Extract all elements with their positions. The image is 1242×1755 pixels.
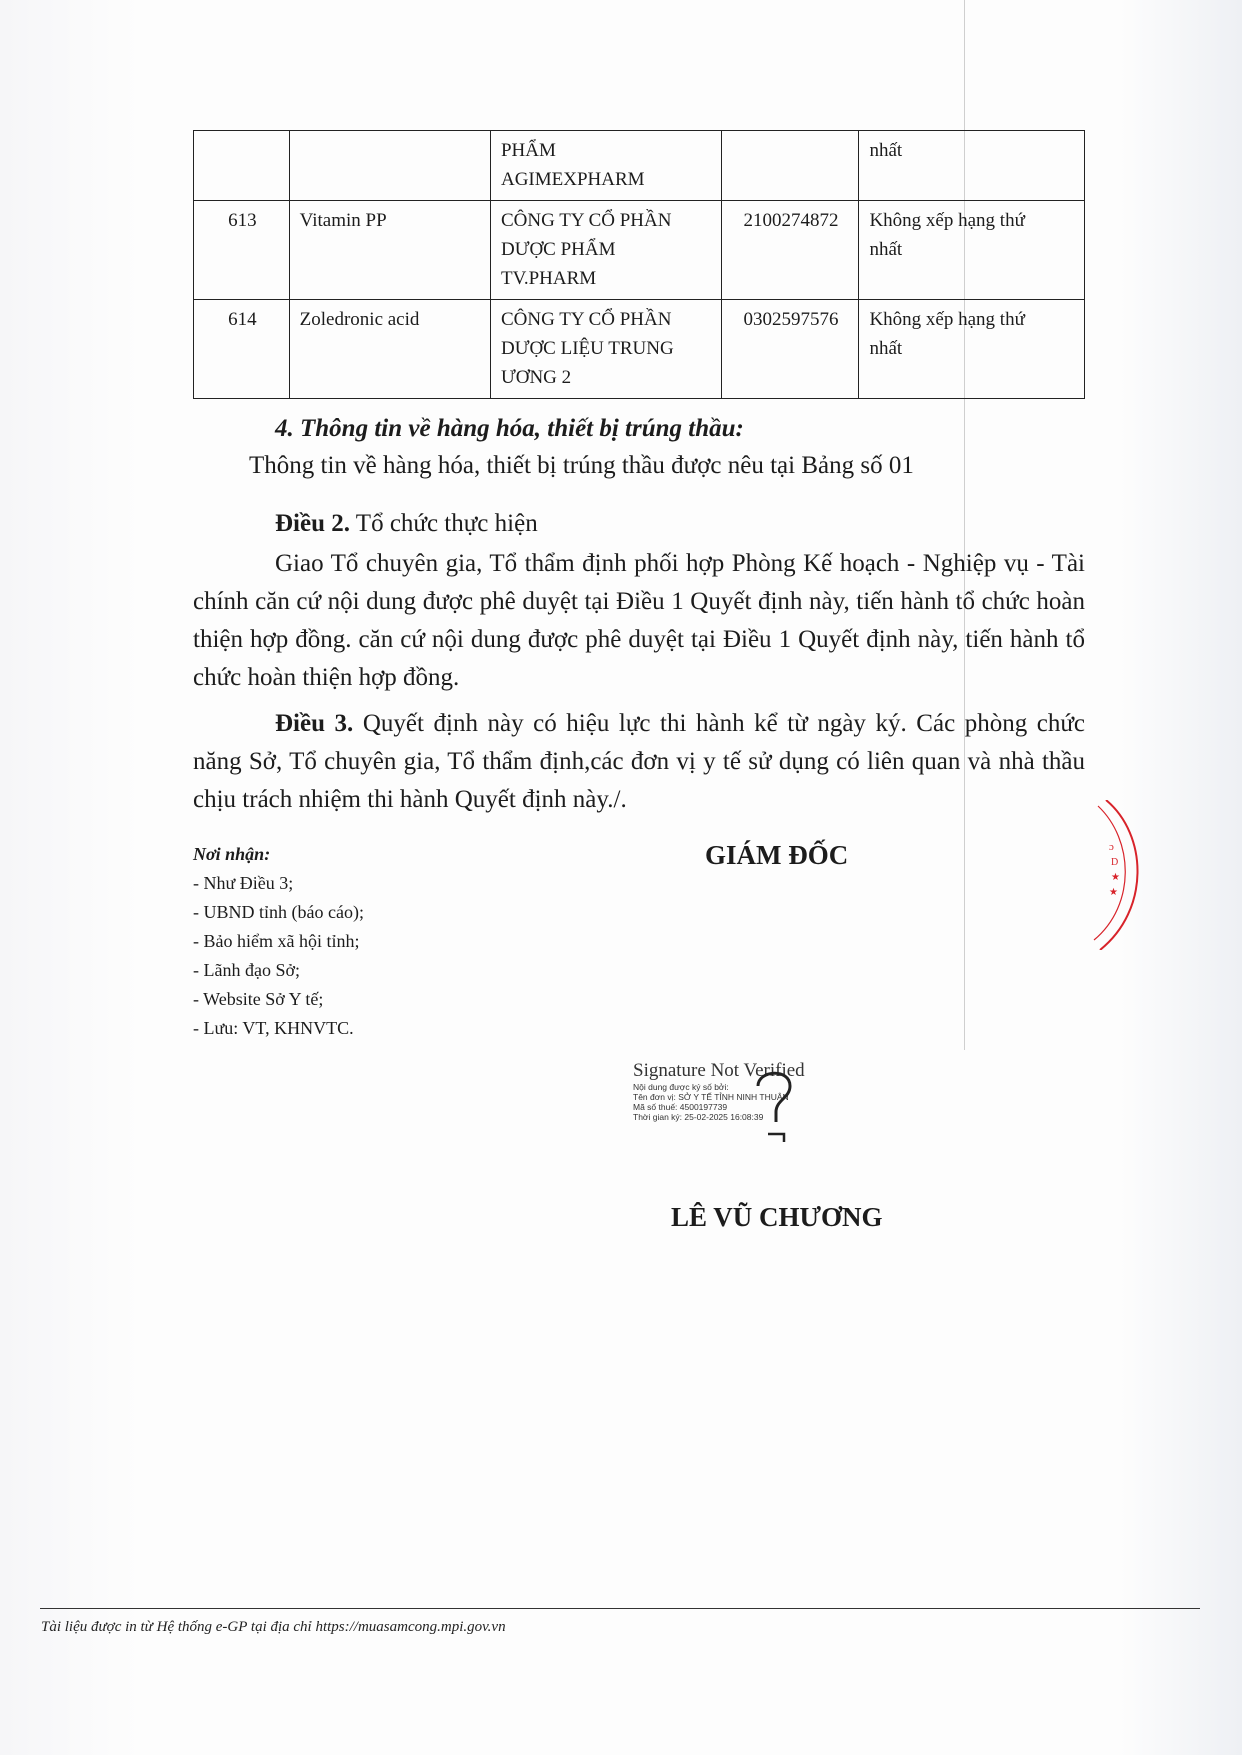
recipient-item: - Lãnh đạo Sở; <box>193 960 300 980</box>
cell-drug-name: Vitamin PP <box>289 201 490 300</box>
cell-line: nhất <box>869 140 903 161</box>
cell-line: DƯỢC LIỆU TRUNG <box>500 338 674 359</box>
cell-line: Không xếp hạng thứ <box>869 309 1025 330</box>
footer-divider <box>40 1608 1200 1609</box>
article-2-label: Điều 2. <box>275 510 350 537</box>
cell-line: CÔNG TY CỔ PHẦN <box>500 309 672 330</box>
cell-tax-code: 0302597576 <box>721 300 859 399</box>
cell-line: TV.PHARM <box>500 268 597 289</box>
cell-line: AGIMEXPHARM <box>500 169 645 190</box>
recipient-item: - UBND tỉnh (báo cáo); <box>193 902 364 922</box>
section-4-heading: 4. Thông tin về hàng hóa, thiết bị trúng thầu: <box>275 415 744 442</box>
cell-result <box>859 300 1085 399</box>
svg-text:★: ★ <box>1111 872 1120 883</box>
cell-tax-code <box>721 131 859 201</box>
cell-line: ƯƠNG 2 <box>500 367 572 388</box>
recipients-title: Nơi nhận: <box>193 844 271 864</box>
article-2-title: Tổ chức thực hiện <box>350 510 538 537</box>
article-3-label: Điều 3. <box>275 710 354 737</box>
cell-line: nhất <box>869 338 903 359</box>
recipient-item: - Như Điều 3; <box>193 873 294 893</box>
cell-line: DƯỢC PHẨM <box>500 239 616 260</box>
table-row <box>194 201 1085 300</box>
cell-stt: 613 <box>194 201 290 300</box>
cell-line: PHẨM <box>500 140 556 161</box>
recipients-block <box>193 840 364 1043</box>
signature-unit-line: Tên đơn vị: SỞ Y TẾ TỈNH NINH THUẬN <box>633 1092 789 1102</box>
section-4-text: Thông tin về hàng hóa, thiết bị trúng thầu được nêu tại Bảng số 01 <box>249 452 914 479</box>
article-3-paragraph <box>193 705 1085 819</box>
signature-tax-line: Mã số thuế: 4500197739 <box>633 1102 728 1112</box>
digital-signature-block[interactable] <box>633 1060 853 1122</box>
article-3-body: Quyết định này có hiệu lực thi hành kể từ ngày ký. Các phòng chức năng Sở, Tổ chuyên gia, Tổ thẩm định,các đơn vị y tế sử dụng có liên quan và nhà thầu chịu trách nhiệm thi hành Quyết định này./. <box>193 710 1086 813</box>
article-2-heading <box>275 510 538 538</box>
cell-stt: 614 <box>194 300 290 399</box>
signature-question-icon <box>750 1064 800 1144</box>
table-row <box>194 131 1085 201</box>
svg-text:ɔ: ɔ <box>1109 841 1114 853</box>
svg-text:★: ★ <box>1109 887 1118 898</box>
cell-tax-code: 2100274872 <box>721 201 859 300</box>
signer-name: LÊ VŨ CHƯƠNG <box>671 1202 883 1232</box>
article-2-body: Giao Tổ chuyên gia, Tổ thẩm định phối hợp Phòng Kế hoạch - Nghiệp vụ - Tài chính căn cứ nội dung được phê duyệt tại Điều 1 Quyết định này, tiến hành tổ chức hoàn thiện hợp đồng. căn cứ nội dung được phê duyệt tại Điều 1 Quyết định này, tiến hành tổ chức hoàn thiện hợp đồng. <box>193 550 1085 691</box>
cell-result <box>859 131 1085 201</box>
cell-line: nhất <box>869 239 903 260</box>
signature-status: Signature Not Verified <box>633 1060 805 1081</box>
cell-drug-name: Zoledronic acid <box>289 300 490 399</box>
table-row <box>194 300 1085 399</box>
cell-line: CÔNG TY CỔ PHẦN <box>500 210 672 231</box>
signature-time-line: Thời gian ký: 25-02-2025 16:08:39 <box>633 1112 764 1122</box>
footer-note: Tài liệu được in từ Hệ thống e-GP tại địa chỉ https://muasamcong.mpi.gov.vn <box>41 1619 506 1635</box>
recipient-item: - Bảo hiểm xã hội tỉnh; <box>193 931 360 951</box>
bid-results-table <box>193 130 1085 399</box>
cell-result <box>859 201 1085 300</box>
signature-signer-line: Nội dung được ký số bởi: <box>633 1082 729 1092</box>
recipient-item: - Lưu: VT, KHNVTC. <box>193 1018 354 1038</box>
cell-contractor <box>490 201 721 300</box>
red-seal-stamp-icon <box>1092 800 1152 950</box>
cell-stt <box>194 131 290 201</box>
cell-contractor <box>490 300 721 399</box>
recipient-item: - Website Sở Y tế; <box>193 989 324 1009</box>
svg-text:D: D <box>1111 857 1119 868</box>
cell-line: Không xếp hạng thứ <box>869 210 1025 231</box>
cell-contractor <box>490 131 721 201</box>
director-title: GIÁM ĐỐC <box>705 840 849 870</box>
table-body <box>194 131 1085 399</box>
cell-drug-name <box>289 131 490 201</box>
